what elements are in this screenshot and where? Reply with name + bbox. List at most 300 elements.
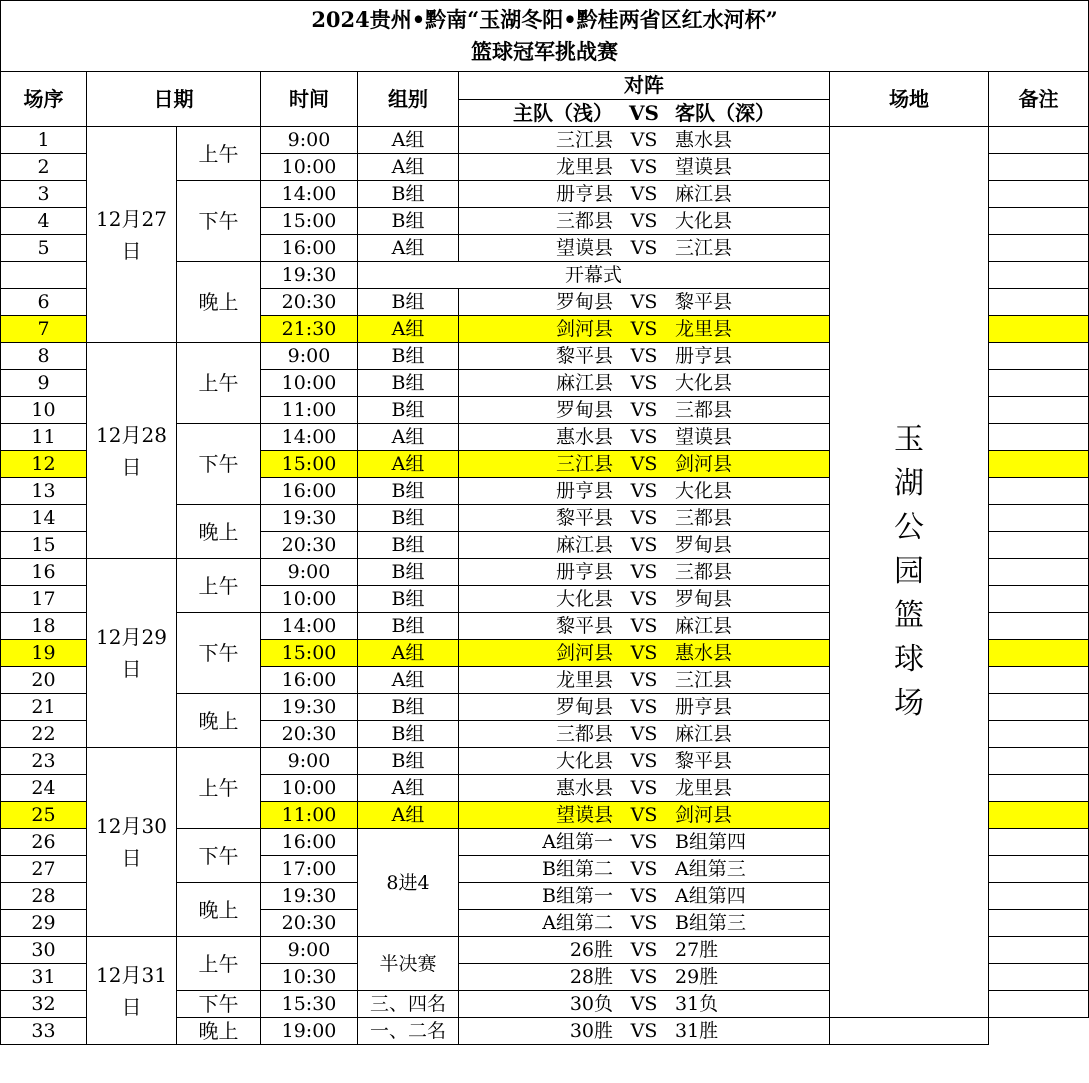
date-cell	[87, 127, 177, 343]
group-cell: B组	[358, 532, 459, 559]
group-cell: A组	[358, 451, 459, 478]
notes-cell	[989, 370, 1089, 397]
home-team: 三江县	[555, 453, 613, 475]
title-line-1: 2024贵州•黔南“玉湖冬阳•黔桂两省区红水河杯”	[311, 7, 778, 32]
away-team: A组第四	[675, 885, 746, 907]
group-cell: A组	[358, 424, 459, 451]
notes-cell	[989, 856, 1089, 883]
seq-cell: 15	[1, 532, 87, 559]
matchup-cell	[459, 154, 830, 181]
group-cell: B组	[358, 181, 459, 208]
matchup-cell	[459, 991, 830, 1018]
seq-cell: 32	[1, 991, 87, 1018]
header-group: 组别	[358, 72, 459, 127]
group-cell: A组	[358, 802, 459, 829]
vs-label: VS	[630, 912, 658, 934]
away-team: B组第三	[675, 912, 746, 934]
header-seq: 场序	[1, 72, 87, 127]
period-afternoon: 下午	[177, 424, 261, 505]
time-cell: 16:00	[261, 667, 358, 694]
period-morning: 上午	[177, 937, 261, 991]
seq-cell: 3	[1, 181, 87, 208]
group-cell: B组	[358, 208, 459, 235]
matchup-cell	[459, 937, 830, 964]
time-cell: 21:30	[261, 316, 358, 343]
period-afternoon: 下午	[177, 613, 261, 694]
seq-cell: 2	[1, 154, 87, 181]
time-cell: 10:00	[261, 775, 358, 802]
home-team: B组第二	[542, 858, 613, 880]
date-suffix: 日	[121, 454, 142, 479]
seq-cell: 27	[1, 856, 87, 883]
notes-cell	[989, 748, 1089, 775]
home-team: 龙里县	[555, 156, 613, 178]
seq-cell: 25	[1, 802, 87, 829]
home-team: 黎平县	[555, 345, 613, 367]
home-team: 剑河县	[555, 318, 613, 340]
away-team: 望谟县	[675, 426, 733, 448]
vs-label: VS	[630, 318, 658, 340]
notes-cell	[989, 478, 1089, 505]
group-cell: A组	[358, 316, 459, 343]
page-title	[1, 1, 1089, 72]
away-team: 大化县	[675, 372, 733, 394]
group-cell: B组	[358, 694, 459, 721]
matchup-cell	[459, 721, 830, 748]
vs-label: VS	[630, 831, 658, 853]
stage-cell: 8进4	[358, 829, 459, 937]
time-cell: 19:30	[261, 694, 358, 721]
away-team: 册亨县	[675, 345, 733, 367]
vs-label: VS	[630, 642, 658, 664]
notes-cell	[989, 964, 1089, 991]
notes-cell	[989, 532, 1089, 559]
period-morning: 上午	[177, 127, 261, 181]
matchup-cell	[459, 235, 830, 262]
venue-char: 湖	[894, 466, 924, 501]
matchup-cell	[459, 586, 830, 613]
period-morning: 上午	[177, 748, 261, 829]
seq-cell: 11	[1, 424, 87, 451]
group-cell: A组	[358, 127, 459, 154]
matchup-cell	[459, 316, 830, 343]
notes-cell	[989, 181, 1089, 208]
seq-cell: 33	[1, 1018, 87, 1045]
time-cell: 14:00	[261, 181, 358, 208]
notes-cell	[989, 289, 1089, 316]
vs-label: VS	[630, 291, 658, 313]
notes-cell	[989, 316, 1089, 343]
matchup-cell	[459, 802, 830, 829]
time-cell: 11:00	[261, 397, 358, 424]
header-teams	[459, 99, 830, 127]
period-afternoon: 下午	[177, 181, 261, 262]
away-team: 29胜	[675, 966, 719, 988]
matchup-cell	[459, 532, 830, 559]
home-team: 26胜	[569, 939, 613, 961]
date-suffix: 日	[121, 238, 142, 263]
seq-cell: 7	[1, 316, 87, 343]
period-afternoon: 下午	[177, 829, 261, 883]
home-team: A组第一	[542, 831, 613, 853]
group-cell: A组	[358, 775, 459, 802]
period-evening: 晚上	[177, 262, 261, 343]
matchup-cell	[459, 910, 830, 937]
group-cell: A组	[358, 235, 459, 262]
period-morning: 上午	[177, 559, 261, 613]
away-team: 三江县	[675, 669, 733, 691]
notes-cell	[989, 451, 1089, 478]
away-team: 31胜	[675, 1020, 719, 1042]
time-cell: 20:30	[261, 910, 358, 937]
matchup-cell	[459, 964, 830, 991]
seq-cell: 5	[1, 235, 87, 262]
home-team: 剑河县	[555, 642, 613, 664]
seq-cell: 12	[1, 451, 87, 478]
home-team: 麻江县	[555, 534, 613, 556]
away-team: 三都县	[675, 507, 733, 529]
home-team: 麻江县	[555, 372, 613, 394]
vs-label: VS	[630, 588, 658, 610]
time-cell: 16:00	[261, 478, 358, 505]
time-cell: 10:00	[261, 154, 358, 181]
home-team: 罗甸县	[555, 696, 613, 718]
group-cell: B组	[358, 613, 459, 640]
match-row	[1, 127, 1089, 154]
stage-cell: 一、二名	[358, 1018, 459, 1045]
away-team: 27胜	[675, 939, 719, 961]
seq-cell: 13	[1, 478, 87, 505]
notes-cell	[989, 235, 1089, 262]
venue-char: 球	[894, 642, 924, 677]
home-team: 黎平县	[555, 507, 613, 529]
notes-cell	[830, 1018, 989, 1045]
home-team: B组第一	[542, 885, 613, 907]
vs-label: VS	[630, 399, 658, 421]
vs-label: VS	[630, 561, 658, 583]
away-team: 剑河县	[675, 804, 733, 826]
time-cell: 19:00	[261, 1018, 358, 1045]
venue-char: 公	[894, 510, 924, 545]
seq-cell: 29	[1, 910, 87, 937]
home-team: 三江县	[555, 129, 613, 151]
time-cell: 19:30	[261, 262, 358, 289]
matchup-cell	[459, 640, 830, 667]
notes-cell	[989, 883, 1089, 910]
time-cell: 9:00	[261, 343, 358, 370]
notes-cell	[989, 208, 1089, 235]
ceremony-label: 开幕式	[358, 262, 830, 289]
group-cell: B组	[358, 370, 459, 397]
away-team: 三都县	[675, 561, 733, 583]
notes-cell	[989, 397, 1089, 424]
time-cell: 16:00	[261, 235, 358, 262]
venue-char: 园	[894, 554, 924, 589]
matchup-cell	[459, 127, 830, 154]
time-cell: 15:30	[261, 991, 358, 1018]
seq-cell: 18	[1, 613, 87, 640]
home-team: 惠水县	[555, 777, 613, 799]
matchup-cell	[459, 1018, 830, 1045]
matchup-cell	[459, 397, 830, 424]
header-matchup: 对阵	[459, 72, 830, 100]
vs-label: VS	[630, 804, 658, 826]
home-team: 30胜	[569, 1020, 613, 1042]
vs-label: VS	[630, 210, 658, 232]
stage-cell: 三、四名	[358, 991, 459, 1018]
seq-cell: 16	[1, 559, 87, 586]
home-team: A组第二	[542, 912, 613, 934]
notes-cell	[989, 559, 1089, 586]
away-team: 三都县	[675, 399, 733, 421]
notes-cell	[989, 640, 1089, 667]
away-team: 麻江县	[675, 723, 733, 745]
matchup-cell	[459, 613, 830, 640]
header-time: 时间	[261, 72, 358, 127]
matchup-cell	[459, 505, 830, 532]
header-notes: 备注	[989, 72, 1089, 127]
away-team: 麻江县	[675, 183, 733, 205]
vs-label: VS	[630, 372, 658, 394]
time-cell: 11:00	[261, 802, 358, 829]
title-line-2: 篮球冠军挑战赛	[471, 39, 619, 64]
venue-char: 场	[894, 686, 924, 721]
matchup-cell	[459, 748, 830, 775]
away-team: 大化县	[675, 480, 733, 502]
matchup-cell	[459, 883, 830, 910]
notes-cell	[989, 505, 1089, 532]
notes-cell	[989, 613, 1089, 640]
matchup-cell	[459, 829, 830, 856]
seq-cell: 23	[1, 748, 87, 775]
seq-cell: 20	[1, 667, 87, 694]
time-cell: 9:00	[261, 127, 358, 154]
time-cell: 10:00	[261, 370, 358, 397]
time-cell: 15:00	[261, 208, 358, 235]
home-team: 册亨县	[555, 183, 613, 205]
away-team: 三江县	[675, 237, 733, 259]
seq-cell: 1	[1, 127, 87, 154]
home-team: 30负	[569, 993, 613, 1015]
notes-cell	[989, 667, 1089, 694]
time-cell: 17:00	[261, 856, 358, 883]
vs-label: VS	[630, 1020, 658, 1042]
vs-label: VS	[630, 480, 658, 502]
group-cell: A组	[358, 154, 459, 181]
matchup-cell	[459, 181, 830, 208]
home-team: 龙里县	[555, 669, 613, 691]
time-cell: 9:00	[261, 748, 358, 775]
notes-cell	[989, 127, 1089, 154]
seq-cell: 6	[1, 289, 87, 316]
vs-label: VS	[630, 345, 658, 367]
group-cell: B组	[358, 505, 459, 532]
date-month-day: 12月31	[96, 962, 167, 987]
away-team: 惠水县	[675, 642, 733, 664]
away-team: 望谟县	[675, 156, 733, 178]
vs-label: VS	[630, 696, 658, 718]
seq-cell: 31	[1, 964, 87, 991]
stage-cell: 半决赛	[358, 937, 459, 991]
date-month-day: 12月28	[96, 422, 167, 447]
seq-cell: 17	[1, 586, 87, 613]
group-cell: B组	[358, 586, 459, 613]
matchup-cell	[459, 424, 830, 451]
time-cell: 15:00	[261, 451, 358, 478]
away-team: A组第三	[675, 858, 746, 880]
seq-cell: 19	[1, 640, 87, 667]
home-team: 大化县	[555, 588, 613, 610]
time-cell: 10:30	[261, 964, 358, 991]
seq-cell: 8	[1, 343, 87, 370]
vs-label: VS	[630, 750, 658, 772]
notes-cell	[989, 775, 1089, 802]
away-team: 31负	[675, 993, 719, 1015]
vs-label: VS	[630, 858, 658, 880]
date-month-day: 12月30	[96, 814, 167, 838]
vs-label: VS	[630, 993, 658, 1015]
away-team: B组第四	[675, 831, 746, 853]
header-date: 日期	[87, 72, 261, 127]
date-cell	[87, 748, 177, 937]
period-afternoon: 下午	[177, 991, 261, 1018]
seq-cell: 9	[1, 370, 87, 397]
seq-cell: 26	[1, 829, 87, 856]
venue-char: 篮	[894, 598, 924, 633]
away-team: 龙里县	[675, 777, 733, 799]
matchup-cell	[459, 478, 830, 505]
notes-cell	[989, 991, 1089, 1018]
vs-label: VS	[630, 534, 658, 556]
home-team: 罗甸县	[555, 291, 613, 313]
seq-cell: 22	[1, 721, 87, 748]
home-team: 罗甸县	[555, 399, 613, 421]
home-team: 惠水县	[555, 426, 613, 448]
away-team: 黎平县	[675, 291, 733, 313]
time-cell: 19:30	[261, 883, 358, 910]
time-cell: 14:00	[261, 613, 358, 640]
away-team: 剑河县	[675, 453, 733, 475]
header-venue: 场地	[830, 72, 989, 127]
matchup-cell	[459, 343, 830, 370]
notes-cell	[989, 694, 1089, 721]
matchup-cell	[459, 667, 830, 694]
away-team: 罗甸县	[675, 588, 733, 610]
date-cell	[87, 343, 177, 559]
away-team: 册亨县	[675, 696, 733, 718]
vs-label: VS	[630, 669, 658, 691]
venue-char: 玉	[894, 422, 924, 457]
notes-cell	[989, 343, 1089, 370]
notes-cell	[989, 586, 1089, 613]
group-cell: A组	[358, 640, 459, 667]
seq-cell: 30	[1, 937, 87, 964]
period-evening: 晚上	[177, 694, 261, 748]
away-team: 麻江县	[675, 615, 733, 637]
date-month-day: 12月29	[96, 625, 167, 649]
vs-label: VS	[630, 129, 658, 151]
notes-cell	[989, 937, 1089, 964]
home-team: 望谟县	[555, 804, 613, 826]
away-team: 龙里县	[675, 318, 733, 340]
matchup-cell	[459, 559, 830, 586]
notes-cell	[989, 829, 1089, 856]
time-cell: 20:30	[261, 721, 358, 748]
seq-cell	[1, 262, 87, 289]
seq-cell: 24	[1, 775, 87, 802]
vs-label: VS	[630, 615, 658, 637]
group-cell: B组	[358, 559, 459, 586]
home-team: 三都县	[555, 723, 613, 745]
vs-label: VS	[630, 453, 658, 475]
away-team: 罗甸县	[675, 534, 733, 556]
time-cell: 19:30	[261, 505, 358, 532]
header-home: 主队（浅）	[513, 100, 613, 125]
time-cell: 10:00	[261, 586, 358, 613]
vs-label: VS	[630, 426, 658, 448]
venue-cell	[830, 127, 989, 1018]
header-away: 客队（深）	[675, 100, 775, 125]
seq-cell: 10	[1, 397, 87, 424]
time-cell: 14:00	[261, 424, 358, 451]
group-cell: B组	[358, 343, 459, 370]
title-row	[1, 1, 1089, 72]
seq-cell: 14	[1, 505, 87, 532]
notes-cell	[989, 154, 1089, 181]
date-suffix: 日	[121, 846, 142, 870]
period-evening: 晚上	[177, 505, 261, 559]
group-cell: B组	[358, 721, 459, 748]
date-cell	[87, 937, 177, 1045]
time-cell: 9:00	[261, 559, 358, 586]
period-morning: 上午	[177, 343, 261, 424]
time-cell: 15:00	[261, 640, 358, 667]
home-team: 三都县	[555, 210, 613, 232]
seq-cell: 28	[1, 883, 87, 910]
vs-label: VS	[630, 777, 658, 799]
notes-cell	[989, 721, 1089, 748]
time-cell: 16:00	[261, 829, 358, 856]
notes-cell	[989, 262, 1089, 289]
vs-label: VS	[630, 183, 658, 205]
vs-label: VS	[630, 237, 658, 259]
home-team: 28胜	[569, 966, 613, 988]
away-team: 大化县	[675, 210, 733, 232]
period-evening: 晚上	[177, 883, 261, 937]
home-team: 望谟县	[555, 237, 613, 259]
notes-cell	[989, 424, 1089, 451]
header-row	[1, 72, 1089, 100]
date-suffix: 日	[121, 994, 142, 1019]
home-team: 黎平县	[555, 615, 613, 637]
notes-cell	[989, 910, 1089, 937]
schedule-body	[1, 1, 1089, 1045]
away-team: 惠水县	[675, 129, 733, 151]
home-team: 册亨县	[555, 561, 613, 583]
date-month-day: 12月27	[96, 206, 167, 231]
vs-label: VS	[630, 939, 658, 961]
matchup-cell	[459, 775, 830, 802]
period-evening: 晚上	[177, 1018, 261, 1045]
vs-label: VS	[630, 885, 658, 907]
date-suffix: 日	[121, 657, 142, 681]
home-team: 大化县	[555, 750, 613, 772]
matchup-cell	[459, 370, 830, 397]
group-cell: A组	[358, 667, 459, 694]
group-cell: B组	[358, 478, 459, 505]
vs-label: VS	[630, 156, 658, 178]
group-cell: B组	[358, 289, 459, 316]
